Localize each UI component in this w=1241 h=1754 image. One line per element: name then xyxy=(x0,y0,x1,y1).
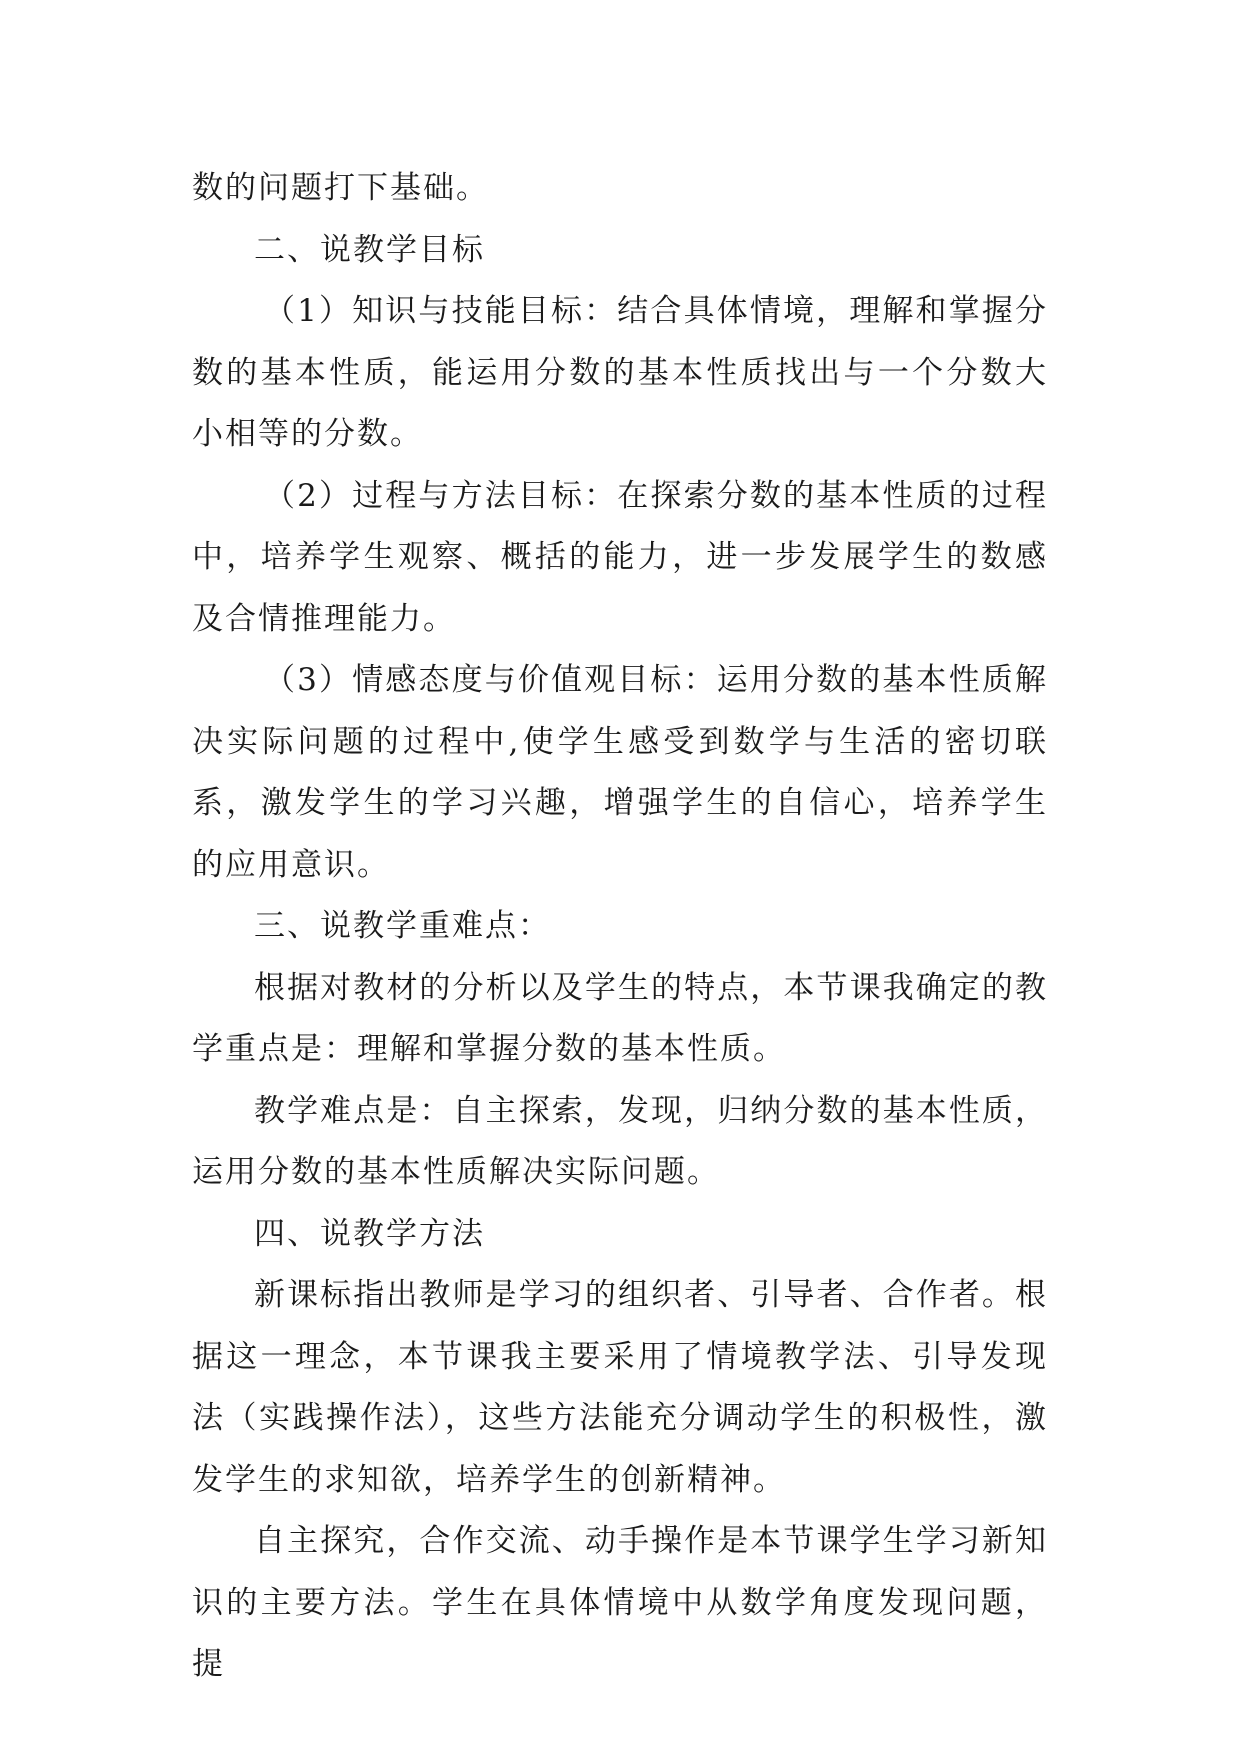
paragraph-emotion-goal: （3）情感态度与价值观目标：运用分数的基本性质解决实际问题的过程中,使学生感受到数学与生活的密切联系，激发学生的学习兴趣，增强学生的自信心，培养学生的应用意识。 xyxy=(192,662,1048,883)
paragraph-process-goal: （2）过程与方法目标：在探索分数的基本性质的过程中，培养学生观察、概括的能力，进一步发展学生的数感及合情推理能力。 xyxy=(192,477,1048,637)
paragraph-learning-methods: 自主探究，合作交流、动手操作是本节课学生学习新知识的主要方法。学生在具体情境中从数学角度发现问题，提 xyxy=(192,1523,1048,1682)
paragraph-continuation: 数的问题打下基础。 xyxy=(192,170,489,206)
section-heading-methods: 四、说教学方法 xyxy=(254,1215,485,1252)
document-body xyxy=(192,158,1048,1696)
paragraph-knowledge-goal: （1）知识与技能目标：结合具体情境，理解和掌握分数的基本性质，能运用分数的基本性质找出与一个分数大小相等的分数。 xyxy=(192,293,1048,452)
section-heading-teaching-goals: 二、说教学目标 xyxy=(254,231,485,268)
paragraph-key-point: 根据对教材的分析以及学生的特点，本节课我确定的教学重点是：理解和掌握分数的基本性质。 xyxy=(192,969,1048,1067)
paragraph-difficult-point: 教学难点是：自主探索，发现，归纳分数的基本性质，运用分数的基本性质解决实际问题。 xyxy=(192,1092,1048,1190)
paragraph-teaching-methods: 新课标指出教师是学习的组织者、引导者、合作者。根据这一理念，本节课我主要采用了情境教学法、引导发现法（实践操作法），这些方法能充分调动学生的积极性，激发学生的求知欲，培养学生的创新精神。 xyxy=(192,1277,1048,1498)
section-heading-key-points: 三、说教学重难点： xyxy=(254,908,551,944)
